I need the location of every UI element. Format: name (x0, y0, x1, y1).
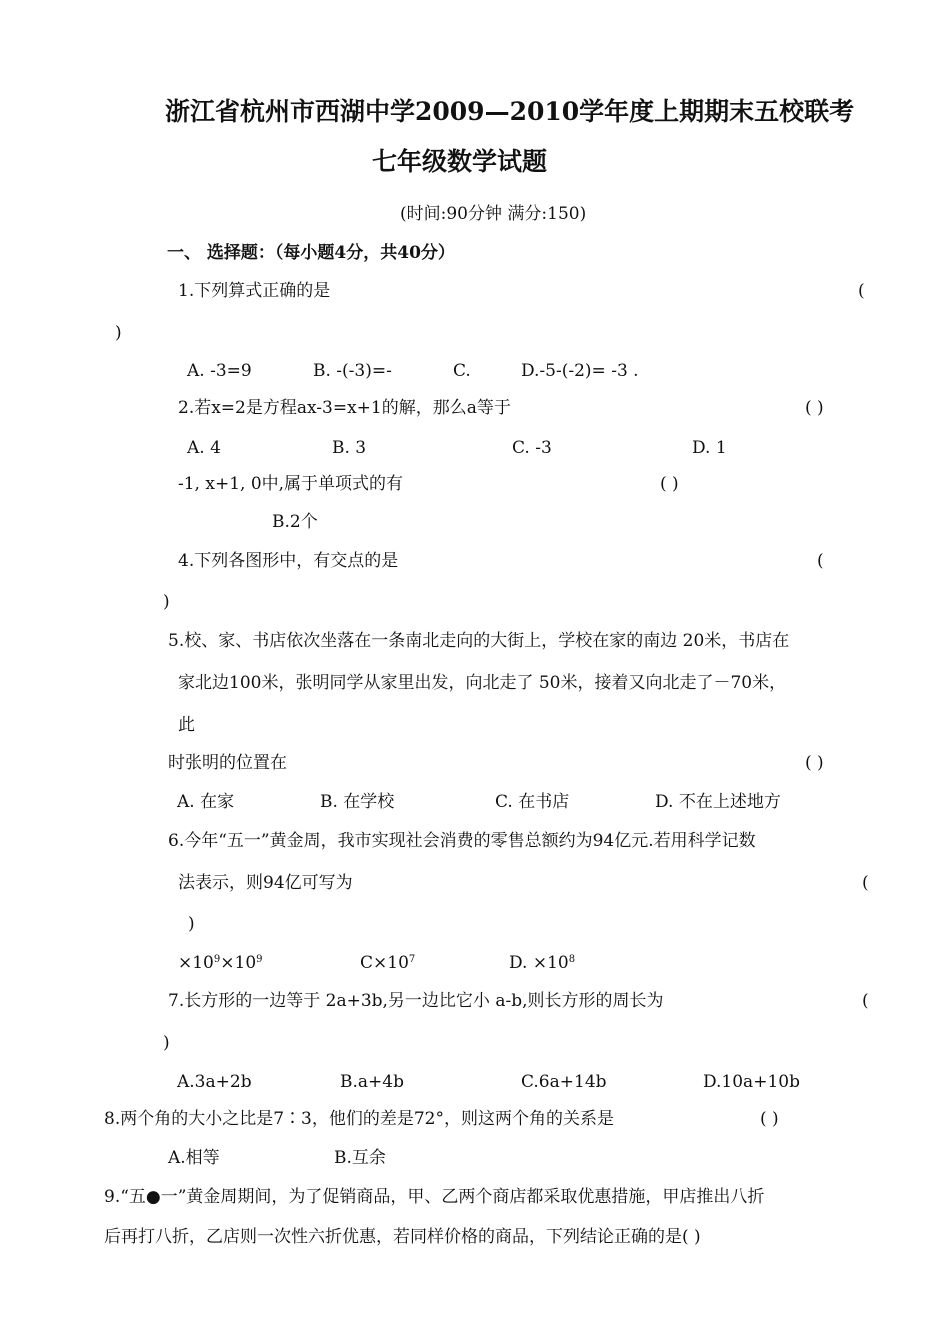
q9-line1: 9.“五●一”黄金周期间，为了促销商品，甲、乙两个商店都采取优惠措施，甲店推出八折 (104, 1187, 765, 1207)
q4-answer-paren-close: ) (163, 592, 170, 612)
q2-option-c: C. -3 (512, 438, 552, 458)
q4-answer-paren-open: ( (817, 551, 824, 571)
q1-stem: 1.下列算式正确的是 (178, 281, 331, 301)
q2-answer-paren: ( ) (805, 398, 824, 418)
q5-line4: 时张明的位置在 (168, 753, 287, 773)
q9-line2: 后再打八折，乙店则一次性六折优惠，若同样价格的商品，下列结论正确的是( ) (104, 1227, 701, 1247)
q1-answer-paren-close: ) (115, 323, 122, 343)
q6-line2: 法表示，则94亿可写为 (178, 873, 353, 893)
q7-option-b: B.a+4b (340, 1072, 404, 1092)
q6-option-d-exponent: 8 (568, 954, 576, 965)
exam-title-line2: 七年级数学试题 (372, 147, 548, 176)
q5-answer-paren: ( ) (805, 753, 824, 773)
q6-option-c-wrap (360, 952, 415, 974)
q6-option-b: ×10 (220, 953, 257, 973)
q6-option-d: D. ×10 (509, 953, 569, 973)
q1-option-d: D.-5-(-2)= -3 . (521, 361, 639, 381)
q6-option-b-exponent: 9 (256, 954, 263, 965)
section-heading-choice: 一、 选择题：（每小题4分，共40分） (167, 243, 455, 263)
q5-line2: 家北边100米，张明同学从家里出发，向北走了 50米，接着又向北走了－70米， (178, 673, 787, 693)
q7-option-d: D.10a+10b (703, 1072, 800, 1092)
q5-option-b: B. 在学校 (320, 792, 395, 812)
q6-options-ab (178, 952, 263, 974)
q2-option-d: D. 1 (692, 438, 727, 458)
q5-option-d: D. 不在上述地方 (655, 792, 781, 812)
q8-option-b: B.互余 (334, 1148, 386, 1168)
q5-option-c: C. 在书店 (495, 792, 570, 812)
q6-option-c: C×10 (360, 953, 409, 973)
q8-stem: 8.两个角的大小之比是7∶3，他们的差是72°，则这两个角的关系是 (104, 1109, 614, 1129)
q8-answer-paren: ( ) (760, 1109, 779, 1129)
q6-option-a: ×10 (178, 953, 214, 973)
q2-option-b: B. 3 (332, 438, 367, 458)
q3-answer-paren: ( ) (660, 474, 679, 494)
q8-option-a: A.相等 (168, 1148, 220, 1168)
exam-title-line1: 浙江省杭州市西湖中学2009—2010学年度上期期末五校联考 (165, 97, 855, 126)
q7-stem: 7.长方形的一边等于 2a+3b,另一边比它小 a-b,则长方形的周长为 (168, 991, 664, 1011)
q1-answer-paren-open: ( (858, 281, 865, 301)
q3-option-b: B.2个 (272, 512, 318, 532)
q5-line3: 此 (178, 715, 195, 735)
q7-answer-paren-open: ( (862, 991, 869, 1011)
q3-stem: -1, x+1, 0中,属于单项式的有 (178, 474, 404, 494)
q6-option-d-wrap (509, 952, 575, 974)
q6-answer-paren-close: ) (188, 914, 195, 934)
q5-line1: 5.校、家、书店依次坐落在一条南北走向的大街上，学校在家的南边 20米，书店在 (168, 631, 790, 651)
q1-option-b: B. -(-3)=- (313, 361, 392, 381)
q7-answer-paren-close: ) (163, 1033, 170, 1053)
q2-stem: 2.若x=2是方程ax-3=x+1的解，那么a等于 (178, 398, 511, 418)
q6-option-a-exponent: 9 (213, 954, 221, 965)
q1-option-a: A. -3=9 (187, 361, 252, 381)
q5-option-a: A. 在家 (177, 792, 235, 812)
q7-option-c: C.6a+14b (521, 1072, 607, 1092)
q7-option-a: A.3a+2b (177, 1072, 252, 1092)
q6-answer-paren-open: ( (862, 873, 869, 893)
q6-line1: 6.今年“五一”黄金周，我市实现社会消费的零售总额约为94亿元.若用科学记数 (168, 831, 756, 851)
q1-option-c: C. (453, 361, 471, 381)
q2-option-a: A. 4 (187, 438, 221, 458)
q6-option-c-exponent: 7 (408, 954, 416, 965)
time-and-score-info: (时间:90分钟 满分:150) (400, 204, 587, 224)
q4-stem: 4.下列各图形中，有交点的是 (178, 551, 399, 571)
